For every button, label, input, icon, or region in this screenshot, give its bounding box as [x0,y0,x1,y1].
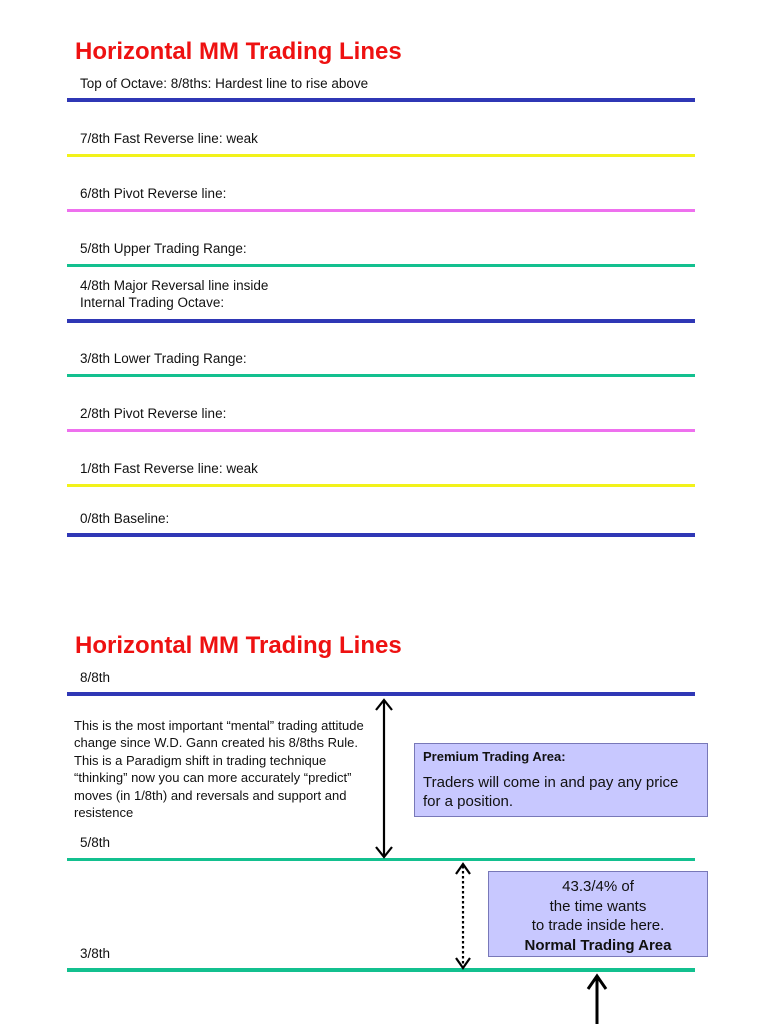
label-1-8: 1/8th Fast Reverse line: weak [80,461,258,476]
label-4-8-line1: 4/8th Major Reversal line inside [80,278,269,293]
dotted-double-arrow-normal [456,864,470,968]
normal-line-3: to trade inside here. [531,917,665,934]
label-8-8-short: 8/8th [80,670,111,685]
label-7-8: 7/8th Fast Reverse line: weak [80,131,258,146]
normal-line-2: the time wants [549,897,647,915]
normal-line-4: Normal Trading Area [524,936,672,954]
premium-body: Traders will come in and pay any price for a position. [423,774,679,810]
section1-title: Horizontal MM Trading Lines [75,38,402,65]
paradigm-paragraph: This is the most important “mental” trading attitude change since W.D. Gann created his 8/8ths Rule. This is a Paradigm shift in trading technique “thinking” now you can more accurately “predict” moves (in 1/8th) and reversals and support and resistence [74,718,364,821]
up-arrow-bottom [588,976,606,1024]
double-arrow-premium [376,700,392,857]
label-4-8-line2: Internal Trading Octave: [80,295,225,310]
label-3-8: 3/8th Lower Trading Range: [80,351,247,366]
label-2-8: 2/8th Pivot Reverse line: [80,406,227,421]
label-5-8-short: 5/8th [80,835,111,850]
label-6-8: 6/8th Pivot Reverse line: [80,186,227,201]
normal-line-1: 43.3/4% of [562,878,634,895]
label-top-of-octave: Top of Octave: 8/8ths: Hardest line to rise above [80,76,369,91]
premium-heading: Premium Trading Area: [423,749,566,764]
label-3-8-short: 3/8th [80,946,111,961]
section2-title: Horizontal MM Trading Lines [75,632,402,659]
label-0-8: 0/8th Baseline: [80,511,170,526]
label-5-8: 5/8th Upper Trading Range: [80,241,247,256]
